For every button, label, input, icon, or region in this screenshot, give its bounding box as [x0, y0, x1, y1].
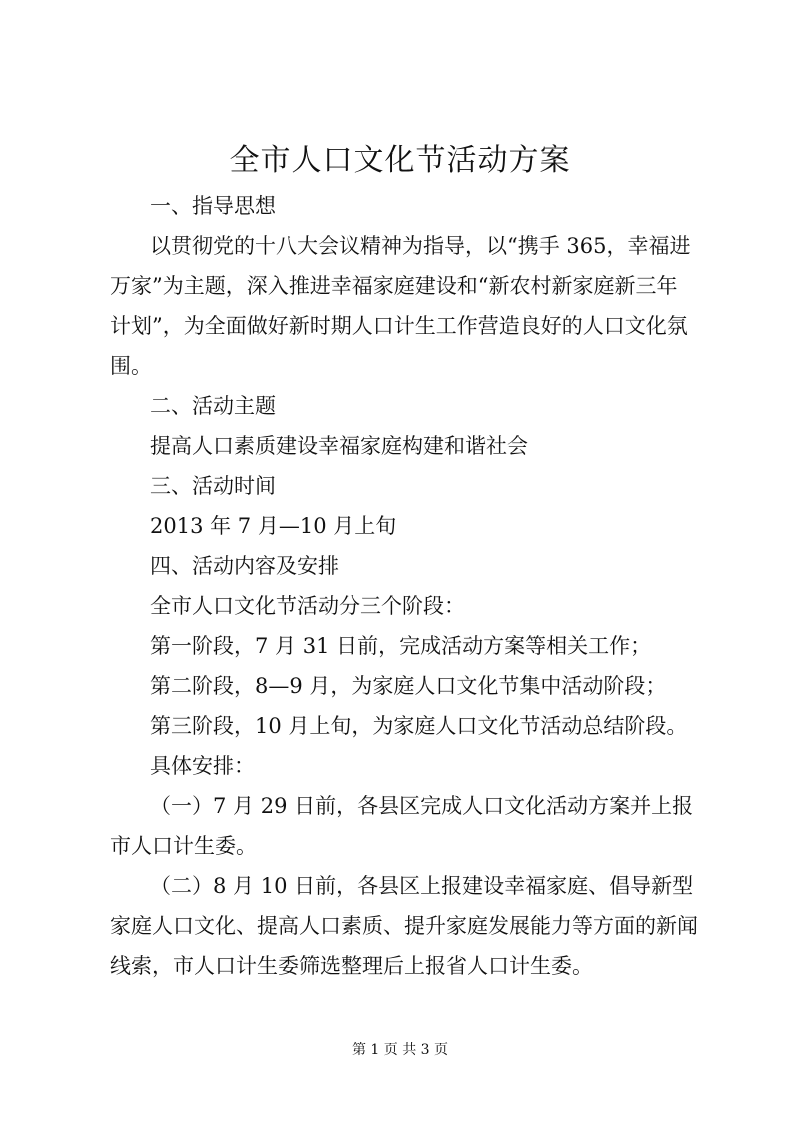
paragraph-line: 市人口计生委。 [110, 834, 257, 858]
paragraph-line: 万家”为主题，深入推进幸福家庭建设和“新农村新家庭新三年 [110, 274, 678, 298]
section-heading-guiding-ideology: 一、指导思想 [150, 194, 276, 218]
paragraph-line: 2013 年 7 月—10 月上旬 [150, 514, 397, 538]
paragraph-line: 家庭人口文化、提高人口素质、提升家庭发展能力等方面的新闻 [110, 914, 698, 938]
paragraph-line: 计划”，为全面做好新时期人口计生工作营造良好的人口文化氛 [110, 314, 688, 338]
section-heading-activity-theme: 二、活动主题 [150, 394, 276, 418]
paragraph-line: 第一阶段，7 月 31 日前，完成活动方案等相关工作； [150, 634, 652, 658]
paragraph-line: （一）7 月 29 日前，各县区完成人口文化活动方案并上报 [150, 794, 694, 818]
paragraph-line: （二）8 月 10 日前，各县区上报建设幸福家庭、倡导新型 [150, 874, 694, 898]
page-number-footer: 第 1 页 共 3 页 [351, 1042, 449, 1058]
paragraph-line: 围。 [110, 354, 152, 378]
paragraph-line: 线索，市人口计生委筛选整理后上报省人口计生委。 [110, 954, 593, 978]
paragraph-line: 第三阶段，10 月上旬，为家庭人口文化节活动总结阶段。 [150, 714, 688, 738]
section-heading-activity-time: 三、活动时间 [150, 474, 276, 498]
document-title: 全市人口文化节活动方案 [229, 143, 571, 178]
paragraph-line: 第二阶段，8—9 月，为家庭人口文化节集中活动阶段； [150, 674, 667, 698]
section-heading-activity-content: 四、活动内容及安排 [150, 554, 339, 578]
paragraph-line: 提高人口素质建设幸福家庭构建和谐社会 [150, 434, 528, 458]
paragraph-line: 全市人口文化节活动分三个阶段： [150, 594, 465, 618]
paragraph-line: 以贯彻党的十八大会议精神为指导，以“携手 365，幸福进 [150, 234, 691, 258]
paragraph-line: 具体安排： [150, 754, 255, 778]
